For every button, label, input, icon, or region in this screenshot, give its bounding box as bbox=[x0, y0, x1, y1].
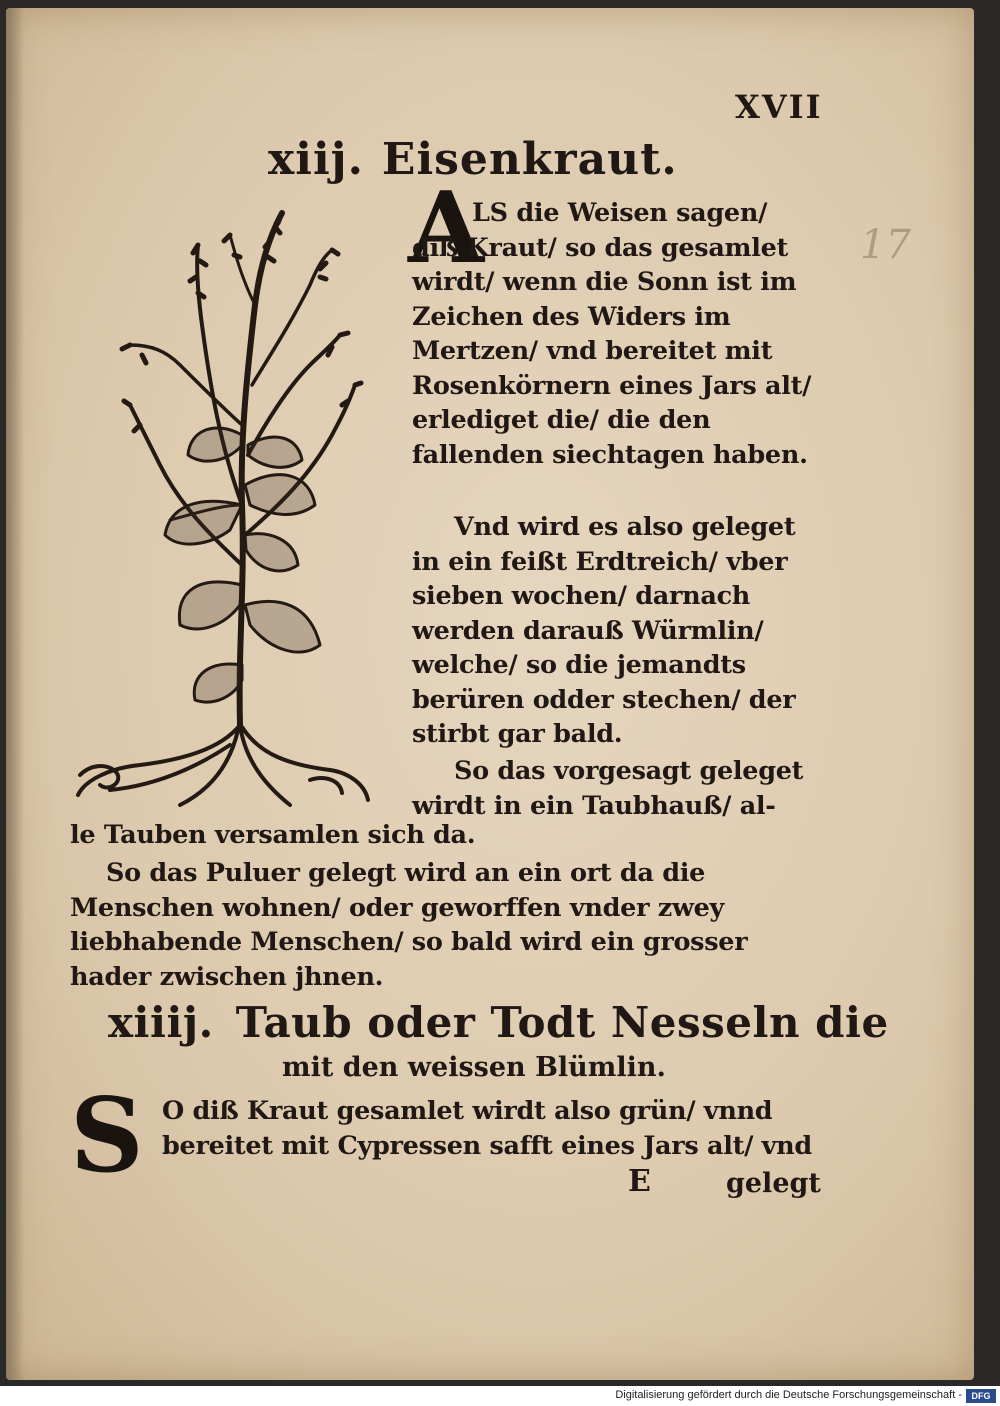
paragraph-eisenkraut-3a: So das vorgesagt geleget wirdt in ein Taubhauß/ al- bbox=[412, 756, 804, 821]
drop-cap-s: S bbox=[70, 1076, 144, 1196]
paragraph-eisenkraut-1: LS die Weisen sagen/ diß Kraut/ so das gesamlet wirdt/ wenn die Sonn ist im Zeichen des Widers im Mertzen/ vnd bereitet mit Rosenkörnern eines Jars alt/ erlediget die/ die den fallenden siechtagen haben. bbox=[412, 198, 812, 470]
paragraph-eisenkraut-2: Vnd wird es also geleget in ein feißt Erdtreich/ vber sieben wochen/ darnach werden darauß Würmlin/ welche/ so die jemandts berüren odder stechen/ der stirbt gar bald. bbox=[412, 512, 796, 749]
section-number: xiij. bbox=[268, 134, 364, 185]
folio-number: XVII bbox=[735, 88, 823, 126]
paragraph-taubnessel-1: O diß Kraut gesamlet wirdt also grün/ vnnd bereitet mit Cypressen safft eines Jars alt/ vnd bbox=[162, 1096, 812, 1161]
section-number: xiiij. bbox=[108, 998, 214, 1047]
margin-note: 17 bbox=[860, 222, 911, 268]
signature-mark: E bbox=[628, 1164, 651, 1199]
page-gutter-shadow bbox=[6, 8, 24, 1380]
plant-woodcut-illustration bbox=[70, 205, 370, 810]
dfg-logo: DFG bbox=[966, 1389, 996, 1403]
section-title: Eisenkraut. bbox=[381, 134, 678, 185]
section-subtitle: mit den weissen Blümlin. bbox=[282, 1052, 666, 1083]
section-title: Taub oder Todt Nesseln die bbox=[235, 998, 889, 1047]
paragraph-eisenkraut-4: So das Puluer gelegt wird an ein ort da die Menschen wohnen/ oder geworffen vnder zwey liebhabende Menschen/ so bald wird ein grosser hader zwischen jhnen. bbox=[70, 858, 748, 992]
paragraph-eisenkraut-3b: le Tauben versamlen sich da. bbox=[70, 820, 476, 850]
digitization-credit: Digitalisierung gefördert durch die Deutsche Forschungsgemeinschaft - bbox=[615, 1389, 962, 1401]
section-heading-taubnessel bbox=[108, 998, 889, 1047]
catchword: gelegt bbox=[726, 1168, 821, 1199]
drop-cap-a: A bbox=[408, 171, 485, 286]
